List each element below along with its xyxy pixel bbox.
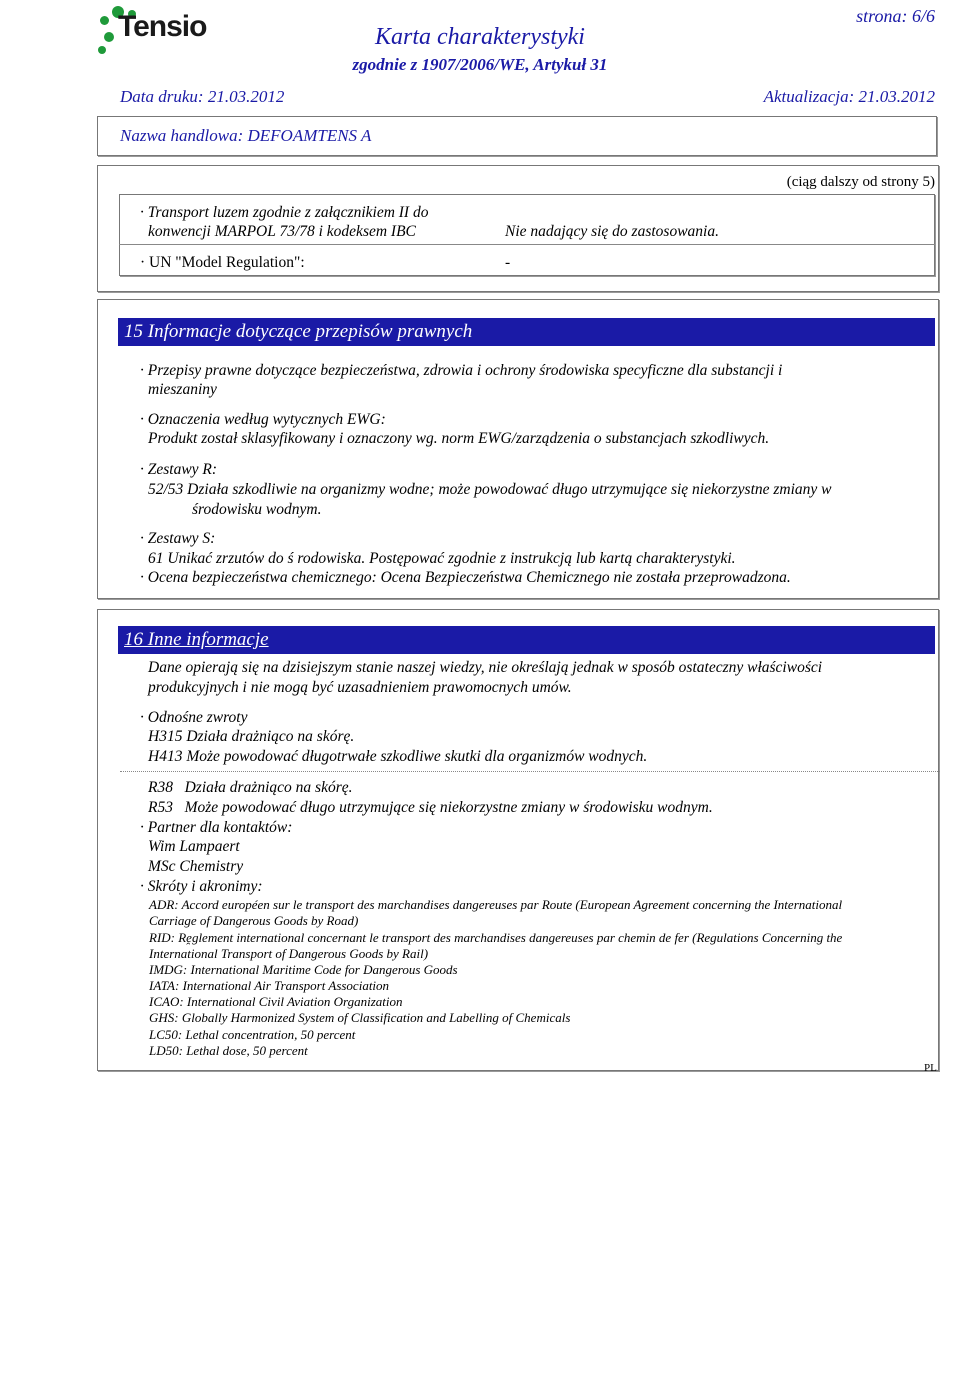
s15-line-8: · Zestawy S: xyxy=(140,530,216,547)
phrase-h413: H413 Może powodować długotrwałe szkodliwe skutki dla organizmów wodnych. xyxy=(148,748,648,765)
section-16-heading: 16 Inne informacje xyxy=(118,626,935,654)
abbr-ld50: LD50: Lethal dose, 50 percent xyxy=(149,1043,308,1058)
language-code: PL xyxy=(924,1062,937,1074)
marpol-value: Nie nadający się do zastosowania. xyxy=(505,223,719,240)
trade-name: Nazwa handlowa: DEFOAMTENS A xyxy=(120,126,372,145)
dotted-divider xyxy=(120,771,940,772)
marpol-label-2: konwencji MARPOL 73/78 i kodeksem IBC xyxy=(148,223,416,240)
abbr-ghs: GHS: Globally Harmonized System of Classification and Labelling of Chemicals xyxy=(149,1010,571,1025)
abbr-adr-1: ADR: Accord européen sur le transport des marchandises dangereuses par Route (European Agreement concerning the International xyxy=(149,897,843,912)
phrase-r53: R53 Może powodować długo utrzymujące się niekorzystne zmiany w środowisku wodnym. xyxy=(148,799,713,816)
s16-intro-1: Dane opierają się na dzisiejszym stanie naszej wiedzy, nie określają jednak w sposób ostateczny właściwości xyxy=(148,659,823,676)
abbr-imdg: IMDG: International Maritime Code for Dangerous Goods xyxy=(149,962,458,977)
contact-label: · Partner dla kontaktów: xyxy=(140,819,293,836)
document-subtitle: zgodnie z 1907/2006/WE, Artykuł 31 xyxy=(352,55,608,74)
print-date: Data druku: 21.03.2012 xyxy=(120,87,285,106)
trade-name-box xyxy=(97,116,937,156)
abbr-label: · Skróty i akronimy: xyxy=(140,878,263,895)
s15-line-9: 61 Unikać zrzutów do ś rodowiska. Postępować zgodnie z instrukcją lub kartą charakterystyki. xyxy=(148,550,736,567)
abbr-adr-2: Carriage of Dangerous Goods by Road) xyxy=(149,913,359,928)
phrase-h315: H315 Działa drażniąco na skórę. xyxy=(148,728,355,745)
s15-line-6: 52/53 Działa szkodliwie na organizmy wodne; może powodować długo utrzymujące się niekorzystne zmiany w xyxy=(148,481,832,498)
abbr-rid-2: International Transport of Dangerous Goods by Rail) xyxy=(149,946,429,961)
abbr-iata: IATA: International Air Transport Association xyxy=(149,978,390,993)
update-date: Aktualizacja: 21.03.2012 xyxy=(763,87,935,106)
s16-intro-2: produkcyjnych i nie mogą być uzasadnieniem prawomocnych umów. xyxy=(148,679,572,696)
un-value: - xyxy=(505,254,511,271)
logo-text: Tensio xyxy=(118,10,207,43)
document-title: Karta charakterystyki xyxy=(375,24,585,50)
chemical-safety-value: Ocena Bezpieczeństwa Chemicznego nie została przeprowadzona. xyxy=(380,569,791,586)
abbr-lc50: LC50: Lethal concentration, 50 percent xyxy=(149,1027,356,1042)
s15-line-5: · Zestawy R: xyxy=(140,461,218,478)
s15-line-3: · Oznaczenia według wytycznych EWG: xyxy=(140,411,386,428)
phrases-label: · Odnośne zwroty xyxy=(140,709,248,726)
contact-title: MSc Chemistry xyxy=(148,858,244,875)
page-number: strona: 6/6 xyxy=(856,6,935,26)
section-15-heading: 15 Informacje dotyczące przepisów prawnych xyxy=(118,318,935,346)
s15-line-4: Produkt został sklasyfikowany i oznaczony wg. norm EWG/zarządzenia o substancjach szkodliwych. xyxy=(148,430,770,447)
s15-line-1: · Przepisy prawne dotyczące bezpieczeństwa, zdrowia i ochrony środowiska specyficzne dla substancji i xyxy=(140,362,783,379)
s15-line-7: środowisku wodnym. xyxy=(192,501,322,518)
chemical-safety-label: · Ocena bezpieczeństwa chemicznego: xyxy=(140,569,377,586)
abbr-icao: ICAO: International Civil Aviation Organization xyxy=(149,994,403,1009)
abbr-rid-1: RID: Rḙglement international concernant le transport des marchandises dangereuses par chemin de fer (Regulations Concerning the xyxy=(149,930,843,945)
s15-line-2: mieszaniny xyxy=(148,381,217,398)
marpol-label-1: · Transport luzem zgodnie z załącznikiem II do xyxy=(140,204,429,221)
contact-name: Wim Lampaert xyxy=(148,838,240,855)
table-divider xyxy=(119,244,935,245)
continued-note: (ciąg dalszy od strony 5) xyxy=(786,174,935,190)
phrase-r38: R38 Działa drażniąco na skórę. xyxy=(148,779,353,796)
s15-line-10 xyxy=(140,568,791,588)
un-label: · UN "Model Regulation": xyxy=(140,254,305,271)
